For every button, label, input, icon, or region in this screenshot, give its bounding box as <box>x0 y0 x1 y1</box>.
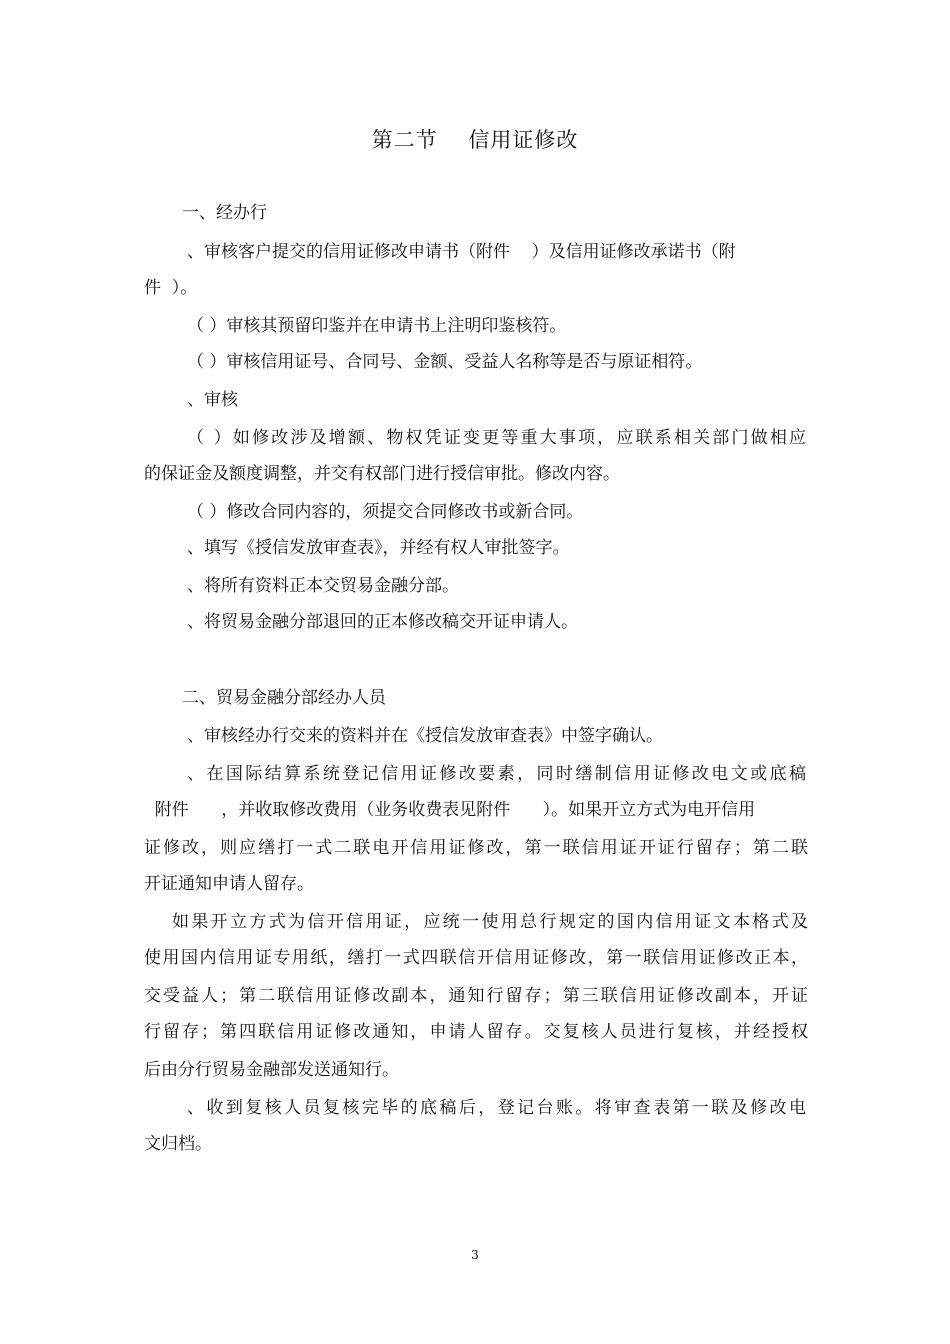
section2-heading: 二、贸易金融分部经办人员 <box>182 688 386 708</box>
section2-line-2d: 开证通知申请人留存。 <box>144 874 314 894</box>
section2-line-3d: 行留存；第四联信用证修改通知，申请人留存。交复核人员进行复核，并经授权 <box>144 1022 808 1042</box>
section2-line-2a: 、在国际结算系统登记信用证修改要素，同时缮制信用证修改电文或底稿 <box>187 764 806 784</box>
section1-line-5a: （ ）如修改涉及增额、物权凭证变更等重大事项，应联系相关部门做相应 <box>187 428 806 448</box>
section1-line-8: 、将所有资料正本交贸易金融分部。 <box>187 576 459 596</box>
section1-heading: 一、经办行 <box>182 203 267 223</box>
section2-line-3e: 后由分行贸易金融部发送通知行。 <box>144 1060 399 1080</box>
section1-line-9: 、将贸易金融分部退回的正本修改稿交开证申请人。 <box>187 612 578 632</box>
section1-line-1b: 件 ）。 <box>144 278 198 298</box>
section2-line-4b: 文归档。 <box>144 1134 212 1154</box>
section2-line-3a: 如果开立方式为信开信用证，应统一使用总行规定的国内信用证文本格式及 <box>172 912 808 932</box>
section1-line-3: （ ）审核信用证号、合同号、金额、受益人名称等是否与原证相符。 <box>187 352 703 372</box>
section2-line-2b: 附件 ，并收取修改费用（业务收费表见附件 ）。如果开立方式为电开信用 <box>144 800 756 820</box>
section2-line-3b: 使用国内信用证专用纸，缮打一式四联信开信用证修改，第一联信用证修改正本， <box>144 948 808 968</box>
section2-line-3c: 交受益人；第二联信用证修改副本，通知行留存；第三联信用证修改副本，开证 <box>144 986 808 1006</box>
section-title: 第二节 信用证修改 <box>371 128 579 152</box>
section1-line-1a: 、审核客户提交的信用证修改申请书（附件 ）及信用证修改承诺书（附 <box>187 242 736 262</box>
section1-line-6: （ ）修改合同内容的，须提交合同修改书或新合同。 <box>187 502 584 522</box>
section1-line-5b: 的保证金及额度调整，并交有权部门进行授信审批。修改内容。 <box>144 464 620 484</box>
section2-line-2c: 证修改，则应缮打一式二联电开信用证修改，第一联信用证开证行留存；第二联 <box>144 838 808 858</box>
page-number: 3 <box>471 1248 479 1262</box>
section2-line-1: 、审核经办行交来的资料并在《授信发放审查表》中签字确认。 <box>187 726 663 746</box>
section1-line-7: 、填写《授信发放审查表》，并经有权人审批签字。 <box>187 538 570 558</box>
section2-line-4a: 、收到复核人员复核完毕的底稿后，登记台账。将审查表第一联及修改电 <box>187 1098 806 1118</box>
section1-line-2: （ ）审核其预留印鉴并在申请书上注明印鉴核符。 <box>187 316 567 336</box>
section1-line-4: 、审核 <box>187 390 238 410</box>
